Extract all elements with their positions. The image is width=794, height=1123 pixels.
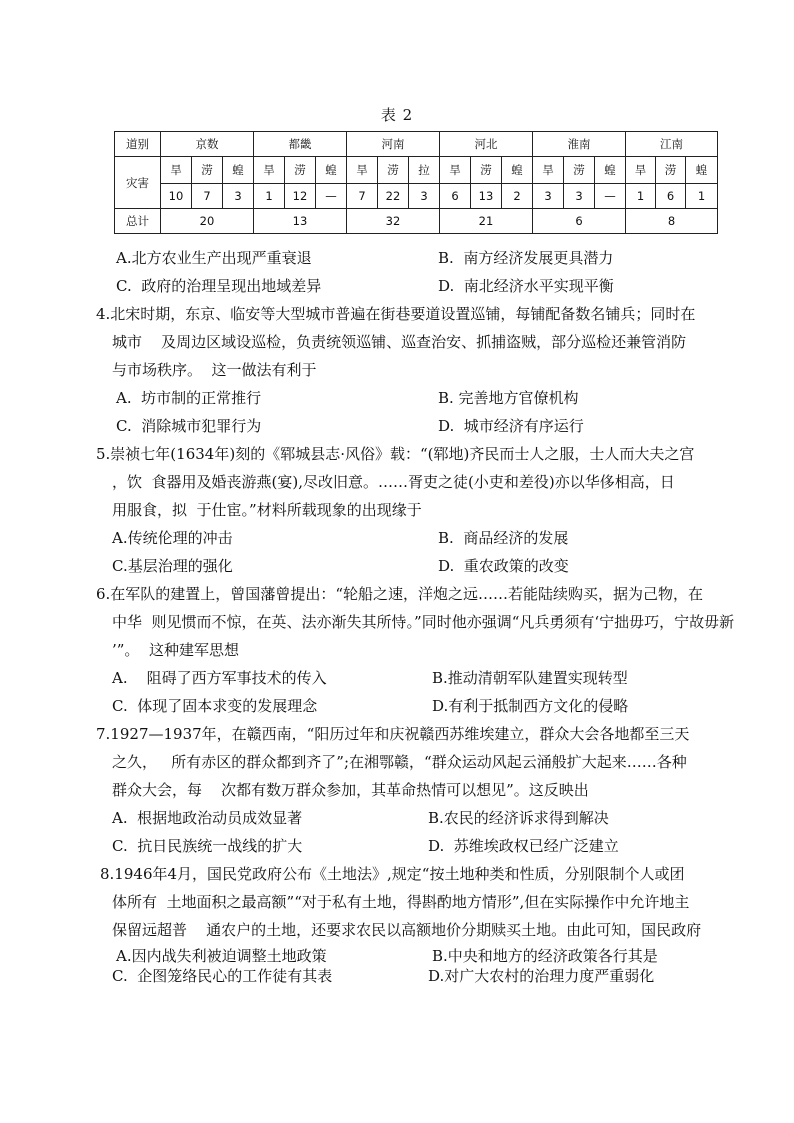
table-title: 表 2 [380,106,414,124]
subheader-cell: 旱 [440,157,471,184]
value-cell: 6 [656,184,686,209]
total-cell: 20 [161,209,254,234]
q4-stem-line: 与市场秩序。 这一做法有利于 [112,361,317,379]
q8-stem-line: 体所有 土地面积之最高额”“对于私有土地，得斟酌地方情形”,但在实际操作中允许地主 [112,893,690,911]
value-cell: 3 [564,184,595,209]
subheader-cell: 涝 [564,157,595,184]
subheader-cell: 蝗 [223,157,254,184]
subheader-cell: 涝 [656,157,686,184]
q6-option-d: D.有利于抵制西方文化的侵略 [432,697,629,715]
subheader-cell: 蝗 [502,157,533,184]
q8-option-a: A.因内战失利被迫调整土地政策 [116,947,327,965]
q4-stem-line: 城市 及周边区域设巡检，负责统领巡铺、巡查治安、抓捕盗贼，部分巡检还兼管消防 [112,333,687,351]
header-cell: 河北 [440,132,533,157]
subheader-cell: 蝗 [316,157,347,184]
q6-option-c: C. 体现了固本求变的发展理念 [112,697,318,715]
q8-option-d: D.对广大农村的治理力度严重弱化 [428,967,655,985]
q8-stem-line: 保留远超普 通农户的土地，还要求农民以高额地价分期赎买土地。由此可知，国民政府 [112,921,702,939]
q6-stem-line: 6.在军队的建置上，曾国藩曾提出：“轮船之速，洋炮之远……若能陆续购买，据为己物，在 [96,585,703,603]
subheader-cell: 旱 [254,157,285,184]
subheader-cell: 拉 [409,157,440,184]
q7-stem-line: 之久， 所有赤区的群众都到齐了”;在湘鄂赣，“群众运动风起云涌般扩大起来……各种 [112,753,687,771]
q4-option-b: B. 完善地方官僚机构 [438,389,579,407]
q4-option-a: A. 坊市制的正常推行 [116,389,262,407]
value-cell: 1 [254,184,285,209]
total-cell: 21 [440,209,533,234]
value-cell: 3 [533,184,564,209]
table-subheader-row [115,157,718,184]
q7-option-a: A. 根据地政治动员成效显著 [112,809,303,827]
value-cell: 12 [285,184,316,209]
header-cell: 道别 [115,132,161,157]
value-cell: 3 [409,184,440,209]
q7-option-c: C. 抗日民族统一战线的扩大 [112,837,303,855]
q6-stem-line: ’”。 这种建军思想 [112,641,239,659]
value-cell: 13 [471,184,502,209]
q3-option-c: C. 政府的治理呈现出地域差异 [116,277,322,295]
q4-option-c: C. 消除城市犯罪行为 [116,417,262,435]
value-cell: 22 [378,184,409,209]
subheader-cell: 旱 [626,157,656,184]
value-cell: 6 [440,184,471,209]
q6-stem-line: 中华 则见惯而不惊，在英、法亦渐失其所恃。”同时他亦强调“凡兵勇须有‘宁拙毋巧，宁故毋新 [112,613,735,631]
q5-stem-line: 5.崇祯七年(1634年)刻的《郓城县志·风俗》载：“(郓地)齐民而士人之服，士人而大夫之宫 [96,445,695,463]
table-total-row [115,209,718,234]
subheader-cell: 旱 [347,157,378,184]
subheader-cell: 蝗 [595,157,626,184]
disaster-label: 灾害 [115,157,161,209]
q6-option-a: A. 阻碍了西方军事技术的传入 [112,669,327,687]
value-cell: 7 [347,184,378,209]
value-cell: 1 [686,184,718,209]
subheader-cell: 涝 [471,157,502,184]
value-cell: 1 [626,184,656,209]
value-cell: 2 [502,184,533,209]
header-cell: 都畿 [254,132,347,157]
q6-option-b: B.推动清朝军队建置实现转型 [432,669,628,687]
q8-stem-line: 8.1946年4月，国民党政府公布《土地法》,规定“按土地种类和性质，分别限制个人或团 [100,865,685,883]
q3-option-a: A.北方农业生产出现严重衰退 [116,249,312,267]
q5-option-b: B. 商品经济的发展 [438,529,569,547]
q5-stem-line: 用服食，拟 于仕宦。”材料所载现象的出现缘于 [112,501,422,519]
table-header-row [115,132,718,157]
subheader-cell: 涝 [378,157,409,184]
value-cell: 3 [223,184,254,209]
total-label: 总计 [115,209,161,234]
q4-stem-line: 4.北宋时期，东京、临安等大型城市普遍在街巷要道设置巡铺，每铺配备数名铺兵；同时在 [96,305,696,323]
q3-option-b: B. 南方经济发展更具潜力 [438,249,614,267]
value-cell: — [595,184,626,209]
value-cell: — [316,184,347,209]
q5-option-c: C.基层治理的强化 [112,557,233,575]
value-cell: 10 [161,184,192,209]
q3-option-d: D. 南北经济水平实现平衡 [438,277,614,295]
q7-stem-line: 群众大会，每 次都有数万群众参加，其革命热情可以想见”。这反映出 [112,781,589,799]
q4-option-d: D. 城市经济有序运行 [438,417,584,435]
total-cell: 13 [254,209,347,234]
subheader-cell: 旱 [533,157,564,184]
header-cell: 江南 [626,132,718,157]
value-cell: 7 [192,184,223,209]
table-values-row [115,184,718,209]
subheader-cell: 蝗 [686,157,718,184]
total-cell: 32 [347,209,440,234]
q8-option-b: B.中央和地方的经济政策各行其是 [432,947,658,965]
q7-option-b: B.农民的经济诉求得到解决 [428,809,609,827]
subheader-cell: 涝 [285,157,316,184]
disaster-table [114,131,718,234]
header-cell: 淮南 [533,132,626,157]
subheader-cell: 旱 [161,157,192,184]
q5-option-d: D. 重农政策的改变 [438,557,569,575]
q5-option-a: A.传统伦理的冲击 [112,529,233,547]
q5-stem-line: ，饮 食器用及婚丧游燕(宴),尽改旧意。……胥吏之徒(小吏和差役)亦以华侈相高，日 [112,473,675,491]
total-cell: 6 [533,209,626,234]
q7-option-d: D. 苏维埃政权已经广泛建立 [428,837,619,855]
total-cell: 8 [626,209,718,234]
q8-option-c: C. 企图笼络民心的工作徒有其表 [112,967,333,985]
header-cell: 京数 [161,132,254,157]
subheader-cell: 涝 [192,157,223,184]
q7-stem-line: 7.1927—1937年，在赣西南，“阳历过年和庆祝赣西苏维埃建立，群众大会各地都至三天 [96,725,690,743]
header-cell: 河南 [347,132,440,157]
